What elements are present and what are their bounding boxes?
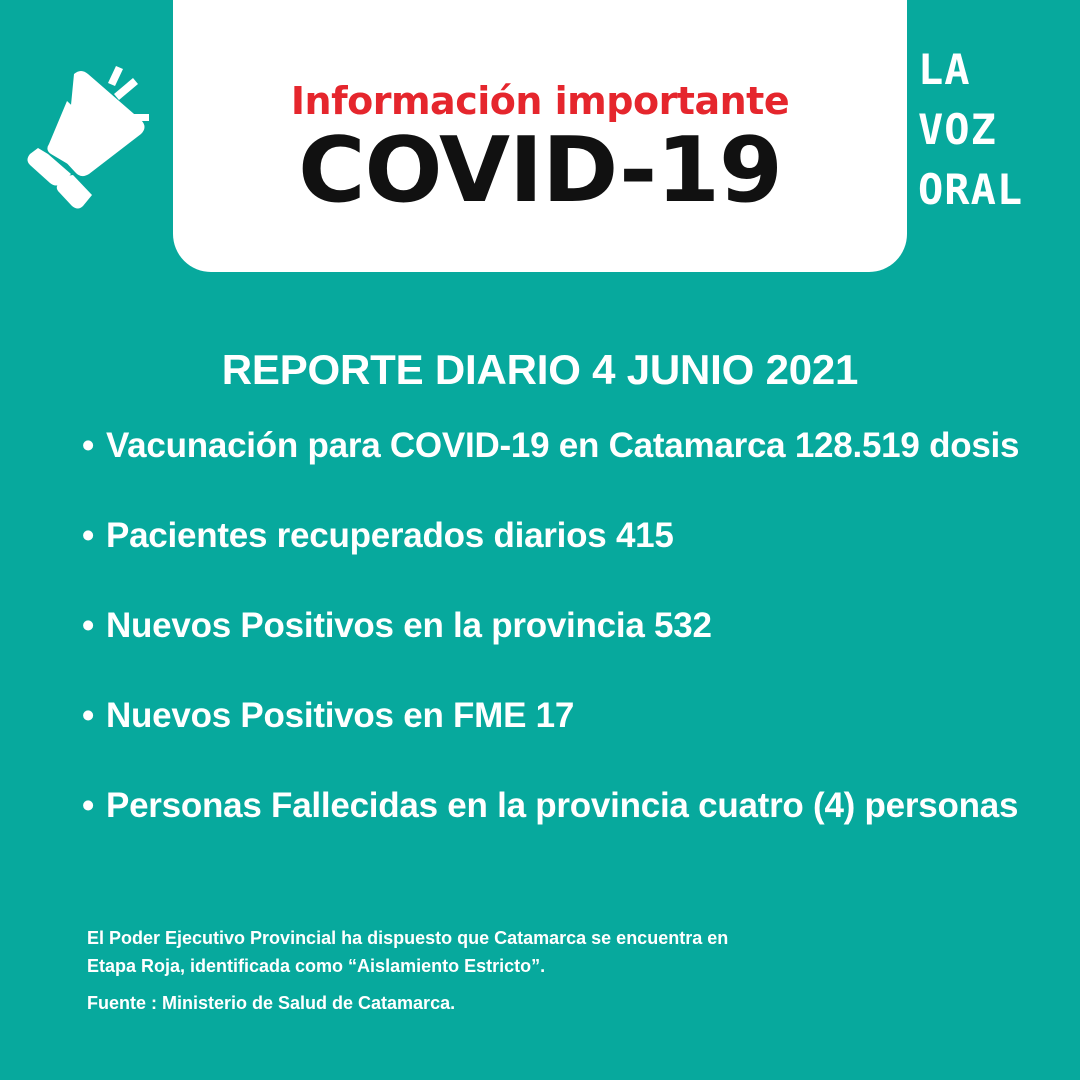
megaphone-icon xyxy=(20,66,155,216)
header-card xyxy=(173,0,907,272)
source-note: Fuente : Ministerio de Salud de Catamarca. xyxy=(87,993,456,1013)
bullet-icon: • xyxy=(82,516,95,555)
report-item-vaccination xyxy=(82,421,1072,511)
report-item-province-positives xyxy=(82,601,1072,691)
bullet-icon: • xyxy=(82,426,95,465)
brand-logo xyxy=(918,40,1068,220)
header-subtitle: Información importante xyxy=(290,79,790,123)
report-item-fme-positives xyxy=(82,691,1072,781)
bullet-icon: • xyxy=(82,786,95,825)
report-item-deaths xyxy=(82,781,1072,871)
bullet-icon: • xyxy=(82,696,95,735)
provincial-notice xyxy=(87,924,847,980)
provincial-notice-line-1: El Poder Ejecutivo Provincial ha dispuesto que Catamarca se encuentra en xyxy=(87,928,729,948)
brand-logo-line-3: ORAL xyxy=(918,165,1024,214)
report-title: REPORTE DIARIO 4 JUNIO 2021 xyxy=(221,346,859,394)
brand-logo-line-2: VOZ xyxy=(918,105,997,154)
provincial-notice-line-2: Etapa Roja, identificada como “Aislamiento Estricto”. xyxy=(87,956,546,976)
report-item-text: Nuevos Positivos en FME 17 xyxy=(106,696,575,735)
bullet-icon: • xyxy=(82,606,95,645)
report-item-text: Vacunación para COVID-19 en Catamarca 128.519 dosis xyxy=(106,426,1020,465)
daily-report-list xyxy=(82,421,1072,871)
brand-logo-line-1: LA xyxy=(918,45,971,94)
report-item-recovered xyxy=(82,511,1072,601)
report-item-text: Nuevos Positivos en la provincia 532 xyxy=(106,606,712,645)
report-item-text: Pacientes recuperados diarios 415 xyxy=(106,516,674,555)
header-title: COVID-19 xyxy=(298,118,782,223)
report-item-text: Personas Fallecidas en la provincia cuatro (4) personas xyxy=(106,786,1019,825)
